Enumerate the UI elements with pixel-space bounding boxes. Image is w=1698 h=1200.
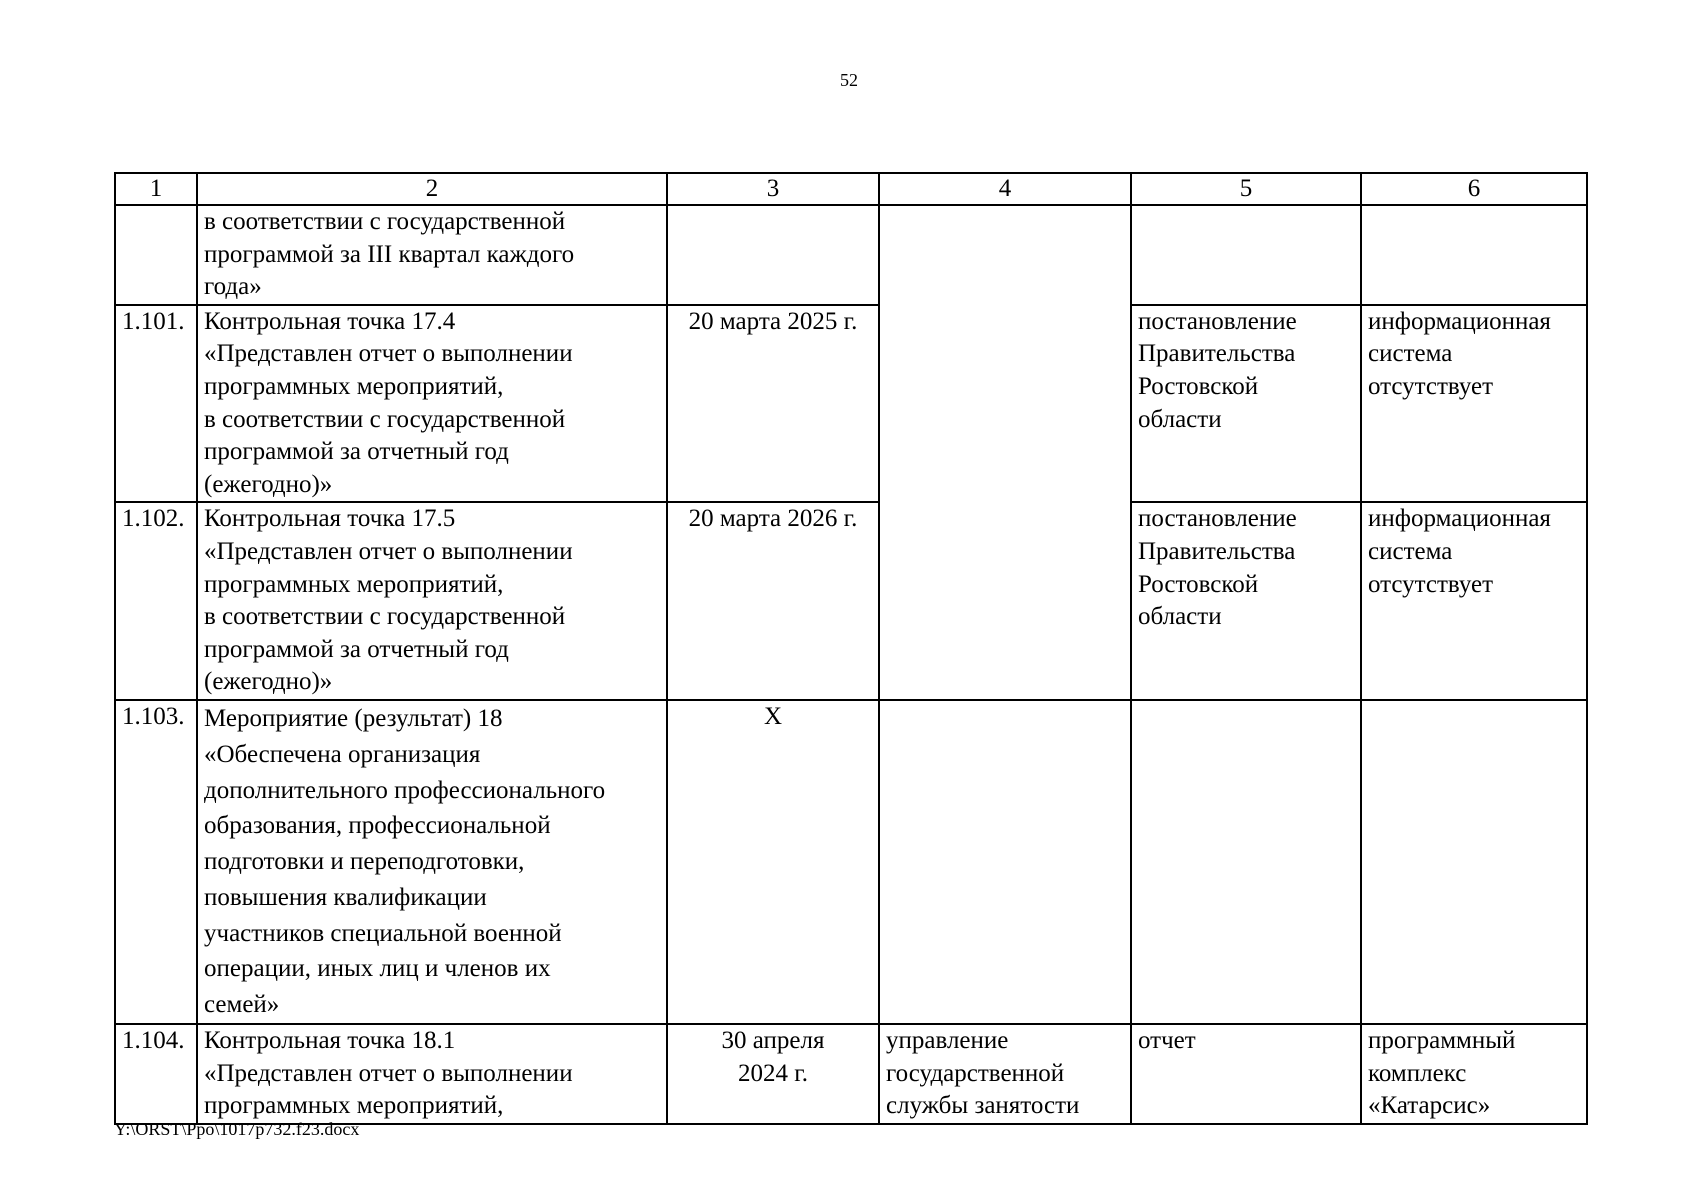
row-info-system: программный комплекс «Катарсис» bbox=[1361, 1024, 1587, 1124]
row-date bbox=[667, 205, 879, 305]
row-date: Х bbox=[667, 700, 879, 1024]
row-date: 30 апреля 2024 г. bbox=[667, 1024, 879, 1124]
row-responsible bbox=[879, 205, 1131, 700]
column-header: 2 bbox=[197, 173, 667, 205]
table-row bbox=[115, 205, 1587, 305]
row-responsible: управление государственной службы занятости bbox=[879, 1024, 1131, 1124]
footer-file-path: Y:\ORST\Ppo\1017p732.f23.docx bbox=[114, 1119, 360, 1139]
column-header: 5 bbox=[1131, 173, 1361, 205]
row-number bbox=[115, 205, 197, 305]
row-document: отчет bbox=[1131, 1024, 1361, 1124]
row-text: в соответствии с государственной программой за III квартал каждого года» bbox=[197, 205, 667, 305]
column-header: 1 bbox=[115, 173, 197, 205]
row-info-system: информационная система отсутствует bbox=[1361, 305, 1587, 503]
table-header-row bbox=[115, 173, 1587, 205]
column-header: 3 bbox=[667, 173, 879, 205]
row-text: Контрольная точка 17.4 «Представлен отчет о выполнении программных мероприятий, в соответствии с государственной программой за отчетный год (ежегодно)» bbox=[197, 305, 667, 503]
column-header: 4 bbox=[879, 173, 1131, 205]
row-date: 20 марта 2026 г. bbox=[667, 502, 879, 700]
row-document bbox=[1131, 700, 1361, 1024]
row-info-system bbox=[1361, 700, 1587, 1024]
page-number: 52 bbox=[840, 70, 858, 90]
row-date: 20 марта 2025 г. bbox=[667, 305, 879, 503]
column-header: 6 bbox=[1361, 173, 1587, 205]
row-text: Контрольная точка 17.5 «Представлен отчет о выполнении программных мероприятий, в соответствии с государственной программой за отчетный год (ежегодно)» bbox=[197, 502, 667, 700]
table-row bbox=[115, 502, 1587, 700]
table-row bbox=[115, 305, 1587, 503]
row-info-system bbox=[1361, 205, 1587, 305]
row-document: постановление Правительства Ростовской области bbox=[1131, 502, 1361, 700]
table-row bbox=[115, 700, 1587, 1024]
row-document: постановление Правительства Ростовской области bbox=[1131, 305, 1361, 503]
row-number: 1.101. bbox=[115, 305, 197, 503]
row-responsible bbox=[879, 700, 1131, 1024]
document-table bbox=[114, 172, 1588, 1125]
row-number: 1.104. bbox=[115, 1024, 197, 1124]
table-row bbox=[115, 1024, 1587, 1124]
row-number: 1.103. bbox=[115, 700, 197, 1024]
row-document bbox=[1131, 205, 1361, 305]
row-text: Контрольная точка 18.1 «Представлен отчет о выполнении программных мероприятий, bbox=[197, 1024, 667, 1124]
row-number: 1.102. bbox=[115, 502, 197, 700]
row-info-system: информационная система отсутствует bbox=[1361, 502, 1587, 700]
row-text: Мероприятие (результат) 18 «Обеспечена организация дополнительного профессионального образования, профессиональной подготовки и переподготовки, повышения квалификации участников специальной военной операции, иных лиц и членов их семей» bbox=[197, 700, 667, 1024]
